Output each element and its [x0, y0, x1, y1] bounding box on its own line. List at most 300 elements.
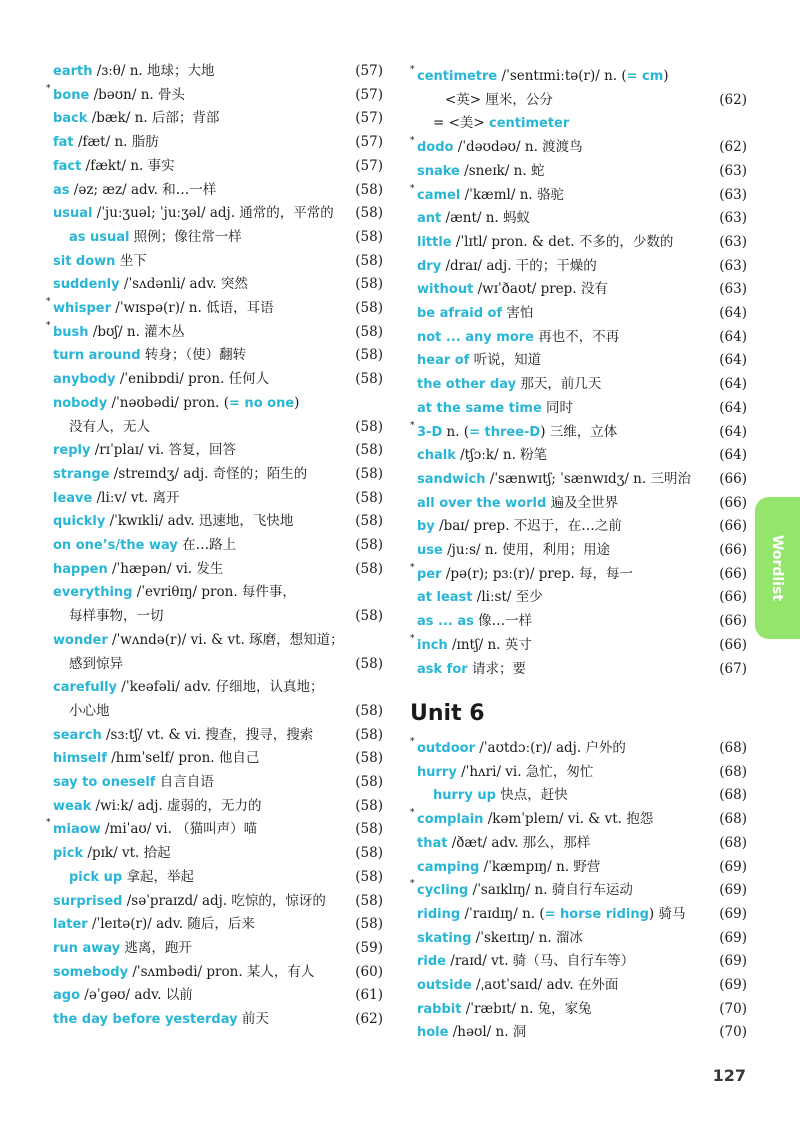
word-entry [53, 983, 383, 1007]
definition: /ˈræbɪt/ n. 兔，家兔 [461, 1000, 592, 1017]
entry-text [410, 135, 583, 160]
entry-text [53, 367, 269, 392]
definition: /ˈaʊtdɔː(r)/ adj. 户外的 [474, 740, 626, 756]
page-ref: (68) [719, 787, 747, 804]
headword: dry [417, 258, 442, 274]
definition: 那天，前几天 [516, 376, 602, 393]
headword: on one’s/the way [53, 538, 178, 553]
word-entry [53, 486, 383, 510]
definition: /tʃɔːk/ n. 粉笔 [455, 447, 548, 464]
page-ref: (66) [719, 636, 747, 653]
page-ref: (66) [719, 589, 747, 606]
headword: reply [53, 443, 91, 459]
entry-text [53, 557, 223, 582]
entry-text [53, 675, 323, 700]
definition: /ˈsentɪmiːtə(r)/ n. ( [497, 68, 627, 84]
definition: /bəʊn/ n. 骨头 [89, 86, 185, 103]
star-marker: * [46, 320, 51, 331]
definition: /ˈnəʊbədi/ pron. ( [107, 394, 230, 411]
page-ref: (58) [355, 821, 383, 838]
headword: run away [53, 940, 121, 956]
word-entry [417, 514, 747, 538]
word-entry [53, 462, 383, 486]
page-ref: (58) [355, 726, 383, 743]
entry-text [53, 272, 248, 297]
definition: 感到惊异 [69, 655, 123, 672]
page-ref: (64) [719, 352, 747, 369]
entry-text [69, 865, 194, 890]
star-marker: * [410, 879, 415, 890]
entry-text [53, 580, 296, 605]
word-entry [53, 391, 383, 415]
headword: quickly [53, 514, 106, 530]
headword: fat [53, 135, 74, 151]
entry-text [69, 652, 123, 676]
definition: /streɪndʒ/ adj. 奇怪的；陌生的 [109, 465, 308, 482]
definition: /ˈevriθɪŋ/ pron. 每件事， [132, 584, 296, 601]
headword: outdoor [417, 741, 475, 756]
page-ref: (64) [719, 447, 747, 464]
headword-alt: centimeter [489, 116, 570, 132]
entry-text [417, 206, 530, 231]
headword: sit down [53, 253, 116, 269]
page-ref: (58) [355, 465, 383, 482]
word-entry [53, 770, 383, 794]
definition-tail: ) 骑马 [648, 905, 686, 922]
page-ref: (64) [719, 328, 747, 345]
entry-text [417, 514, 622, 539]
word-entry [53, 699, 383, 723]
headword: riding [417, 906, 461, 922]
unit-heading: Unit 6 [410, 701, 485, 726]
definition: /fækt/ n. 事实 [81, 157, 175, 174]
definition: /həʊl/ n. 洞 [448, 1024, 527, 1041]
definition: n. ( [442, 423, 470, 440]
entry-text [53, 912, 255, 937]
word-entry [417, 609, 747, 633]
definition: 请求；要 [467, 660, 526, 677]
headword: chalk [417, 448, 456, 464]
page-ref: (58) [355, 347, 383, 364]
headword: whisper [53, 301, 111, 316]
headword: carefully [53, 680, 118, 696]
headword: rabbit [417, 1001, 462, 1017]
page-ref: (64) [719, 423, 747, 440]
headword: leave [53, 490, 93, 506]
entry-text [53, 201, 334, 226]
definition: /pə(r); pɜː(r)/ prep. 每，每一 [441, 565, 634, 582]
definition: /ˈkæml/ n. 骆驼 [460, 186, 564, 203]
word-entry [53, 746, 383, 770]
entry-text [410, 64, 669, 89]
word-entry [53, 841, 383, 865]
definition: /ɪntʃ/ n. 英寸 [447, 636, 532, 653]
word-entry [417, 902, 747, 926]
headword: back [53, 111, 88, 127]
page-ref: (58) [355, 181, 383, 198]
definition: 在…路上 [177, 537, 237, 553]
entry-text [46, 83, 185, 108]
word-entry [417, 159, 747, 183]
entry-text [445, 88, 553, 112]
word-entry [53, 628, 383, 652]
definition: 遍及全世界 [546, 494, 619, 511]
definition: 每样事物，一切 [69, 608, 164, 625]
headword: hurry [417, 764, 457, 780]
definition: /miˈaʊ/ vi. （猫叫声）喵 [100, 821, 258, 838]
headword-alt: = no one [229, 395, 295, 411]
definition: 同时 [541, 399, 574, 416]
definition: /sneɪk/ n. 蛇 [459, 162, 545, 179]
headword: that [417, 835, 448, 851]
definition: /fæt/ n. 脂肪 [73, 134, 159, 151]
definition: 前天 [237, 1011, 269, 1027]
word-entry [410, 736, 747, 760]
page-ref: (69) [719, 882, 747, 899]
word-entry [53, 201, 383, 225]
definition-tail: ) [294, 394, 300, 411]
page-ref: (64) [719, 376, 747, 393]
page-ref: (66) [719, 494, 747, 511]
entry-text [410, 420, 618, 445]
definition: /ˈsʌdənli/ adv. 突然 [119, 276, 248, 293]
word-entry [53, 178, 383, 202]
page-ref: (58) [355, 442, 383, 459]
entry-text [46, 320, 185, 345]
page-ref: (58) [355, 868, 383, 885]
headword: little [417, 234, 452, 250]
entry-text [53, 343, 246, 368]
definition: /ˈkwɪkli/ adv. 迅速地，飞快地 [105, 513, 294, 530]
definition: /draɪ/ adj. 干的；干燥的 [441, 257, 597, 274]
page-ref: (58) [355, 228, 383, 245]
definition: /kəmˈpleɪn/ vi. & vt. 抱怨 [483, 811, 654, 828]
word-entry [417, 88, 747, 112]
headword: the other day [417, 377, 517, 393]
word-entry [417, 760, 747, 784]
page-ref: (64) [719, 399, 747, 416]
definition: /ˈsaɪklɪŋ/ n. 骑自行车运动 [468, 882, 633, 899]
word-entry [417, 997, 747, 1021]
word-entry [53, 1007, 383, 1031]
definition: /sɜːtʃ/ vt. & vi. 搜查，搜寻，搜索 [101, 726, 314, 743]
entry-text [69, 699, 110, 723]
star-marker: * [46, 297, 51, 307]
headword: hurry up [433, 788, 496, 804]
star-marker: * [410, 420, 415, 431]
word-entry [417, 301, 747, 325]
entry-text [53, 178, 216, 203]
page-ref: (58) [355, 205, 383, 222]
headword: fact [53, 158, 82, 174]
entry-text [417, 277, 608, 302]
definition: /ˈraɪdɪŋ/ n. ( [460, 905, 545, 922]
headword: outside [417, 978, 472, 993]
definition-tail: ) 三维，立体 [540, 423, 618, 440]
word-entry [417, 657, 747, 681]
word-entry [53, 865, 383, 889]
side-tab-label: Wordlist [769, 534, 785, 602]
definition: 快点，赶快 [495, 787, 568, 804]
page-ref: (62) [355, 1011, 383, 1027]
word-entry [417, 973, 747, 997]
word-entry [53, 272, 383, 296]
definition: /əˈgəʊ/ adv. 以前 [80, 987, 193, 1004]
definition: /ˈleɪtə(r)/ adv. 随后，后来 [87, 916, 255, 933]
headword: as [53, 182, 70, 198]
headword: all over the world [417, 495, 547, 511]
word-entry [53, 580, 383, 604]
entry-text [433, 111, 569, 136]
entry-text [46, 296, 274, 321]
word-entry [46, 817, 383, 841]
word-entry [410, 420, 747, 444]
definition: /hɪmˈself/ pron. 他自己 [106, 750, 260, 767]
entry-text [53, 59, 215, 84]
word-entry [410, 878, 747, 902]
headword: as ... as [417, 614, 474, 630]
definition: = <美> [433, 115, 490, 132]
definition: /liːv/ vt. 离开 [92, 489, 180, 506]
star-marker: * [410, 808, 415, 819]
page-ref: (58) [355, 797, 383, 814]
page-ref: (58) [355, 300, 383, 316]
entry-text [53, 746, 259, 771]
entry-text [53, 154, 175, 179]
definition: /wiːk/ adj. 虚弱的，无力的 [91, 797, 262, 814]
word-entry [417, 467, 747, 491]
entry-text [53, 1007, 269, 1032]
entry-text [53, 841, 171, 866]
word-entry [53, 249, 383, 273]
entry-text [417, 760, 593, 785]
definition: 转身；（使）翻转 [140, 347, 247, 364]
word-entry [417, 372, 747, 396]
definition: /ænt/ n. 蚂蚁 [441, 210, 531, 227]
page-ref: (58) [355, 916, 383, 933]
word-entry [53, 652, 383, 676]
entry-text [69, 604, 164, 628]
page-ref: (61) [355, 987, 383, 1004]
word-entry [53, 936, 383, 960]
word-entry [417, 325, 747, 349]
word-entry [53, 59, 383, 83]
word-entry [53, 154, 383, 178]
entry-text [417, 902, 685, 927]
page-ref: (64) [719, 305, 747, 321]
entry-text [417, 997, 592, 1022]
headword: cycling [417, 883, 469, 899]
headword: sandwich [417, 471, 486, 487]
page-ref: (58) [355, 608, 383, 625]
headword: bush [53, 324, 89, 340]
headword: bone [53, 87, 90, 103]
word-entry [53, 415, 383, 439]
definition: 再也不，不再 [534, 328, 620, 345]
word-entry [46, 83, 383, 107]
page-ref: (66) [719, 470, 747, 487]
definition: /ˈwɪspə(r)/ n. 低语，耳语 [111, 300, 274, 316]
entry-text [417, 254, 597, 279]
page-ref: (58) [355, 655, 383, 672]
entry-text [53, 889, 326, 914]
entry-text [417, 831, 590, 856]
headword: camping [417, 859, 480, 875]
entry-text [417, 372, 601, 397]
page-ref: (68) [719, 811, 747, 828]
definition: /raɪd/ vt. 骑（马、自行车等） [446, 953, 635, 970]
entry-text [417, 230, 673, 255]
entry-text [417, 491, 618, 516]
page-ref: (58) [355, 323, 383, 340]
headword: inch [417, 637, 448, 653]
page-ref: (70) [719, 1000, 747, 1017]
definition: /səˈpraɪzd/ adj. 吃惊的，惊讶的 [122, 892, 326, 909]
word-entry [46, 320, 383, 344]
page-ref: (66) [719, 565, 747, 582]
word-entry [417, 831, 747, 855]
page-ref: (62) [719, 91, 747, 108]
headword: happen [53, 561, 108, 577]
definition: 照例；像往常一样 [129, 228, 242, 245]
word-entry [417, 783, 747, 807]
page-ref: (66) [719, 613, 747, 630]
entry-text [53, 486, 179, 511]
word-entry [53, 130, 383, 154]
page-ref: (63) [719, 162, 747, 179]
entry-text [53, 509, 293, 534]
definition-tail: ) [663, 68, 669, 84]
page-ref: (69) [719, 929, 747, 946]
headword: weak [53, 798, 92, 814]
definition: 拿起，举起 [122, 868, 194, 885]
page-ref: (59) [355, 939, 383, 956]
headword: nobody [53, 395, 108, 411]
entry-text [417, 325, 619, 350]
definition: /ˈsænwɪtʃ; ˈsænwɪdʒ/ n. 三明治 [485, 470, 691, 487]
entry-text [417, 467, 691, 492]
page-ref: (69) [719, 953, 747, 970]
entry-text [417, 159, 544, 184]
page-ref: (58) [355, 489, 383, 506]
headword: hole [417, 1025, 449, 1041]
entry-text [417, 926, 583, 951]
headword: usual [53, 206, 93, 222]
headword: ant [417, 211, 442, 227]
page-ref: (58) [355, 252, 383, 269]
word-entry [417, 538, 747, 562]
page-ref: (58) [355, 750, 383, 767]
definition: 害怕 [502, 305, 534, 321]
entry-text [417, 609, 532, 634]
headword: pick up [69, 869, 123, 885]
page-ref: (58) [355, 418, 383, 435]
definition: 像…一样 [473, 613, 533, 630]
entry-text [53, 438, 236, 463]
definition: /liːst/ 至少 [472, 589, 543, 606]
word-entry [410, 633, 747, 657]
entry-text [417, 657, 526, 682]
word-entry [53, 912, 383, 936]
page-ref: (58) [355, 702, 383, 719]
star-marker: * [410, 65, 415, 75]
word-entry [53, 438, 383, 462]
headword: 3-D [417, 424, 443, 440]
word-entry [417, 926, 747, 950]
definition: /juːs/ n. 使用，利用；用途 [442, 542, 611, 558]
entry-text [410, 183, 564, 208]
definition: 小心地 [69, 702, 110, 719]
word-entry [410, 183, 747, 207]
headword: centimetre [417, 69, 498, 84]
headword: without [417, 282, 474, 298]
word-entry [417, 111, 747, 135]
definition: 坐下 [115, 252, 147, 269]
definition: /ˌaʊtˈsaɪd/ adv. 在外面 [471, 977, 619, 993]
entry-text [417, 973, 618, 998]
word-entry [417, 585, 747, 609]
page-ref: (63) [719, 186, 747, 203]
entry-text [417, 855, 600, 880]
entry-text [53, 723, 313, 748]
entry-text [69, 415, 150, 439]
word-entry [410, 562, 747, 586]
star-marker: * [410, 737, 415, 747]
page-ref: (58) [355, 371, 383, 388]
headword: hear of [417, 353, 470, 369]
word-entry [53, 225, 383, 249]
entry-text [417, 348, 541, 373]
headword: ago [53, 988, 81, 1004]
definition: /ˈdəʊdəʊ/ n. 渡渡鸟 [453, 139, 583, 156]
headword: skating [417, 930, 472, 946]
definition: /baɪ/ prep. 不迟于，在…之前 [434, 518, 622, 535]
entry-text [417, 301, 533, 326]
headword: complain [417, 812, 484, 828]
headword: search [53, 727, 102, 743]
definition: /ˈkæmpɪŋ/ n. 野营 [479, 858, 601, 875]
headword: by [417, 519, 435, 535]
definition: /ˈhæpən/ vi. 发生 [107, 560, 224, 577]
word-entry [53, 367, 383, 391]
star-marker: * [410, 136, 415, 147]
entry-text [410, 736, 626, 761]
page-ref: (58) [355, 513, 383, 530]
definition: /ˈhʌri/ vi. 急忙，匆忙 [456, 763, 594, 780]
star-marker: * [46, 818, 51, 829]
definition: 逃离，跑开 [120, 939, 192, 956]
page-ref: (57) [355, 157, 383, 174]
headword: camel [417, 187, 461, 203]
page-ref: (63) [719, 233, 747, 250]
entry-text [46, 817, 258, 842]
star-marker: * [46, 83, 51, 94]
entry-text [53, 533, 236, 558]
page-ref: (57) [355, 63, 383, 79]
page-ref: (69) [719, 858, 747, 875]
entry-text [417, 949, 634, 974]
star-marker: * [410, 562, 415, 573]
entry-text [53, 249, 147, 274]
entry-text [53, 628, 344, 653]
word-entry [53, 723, 383, 747]
word-entry [410, 64, 747, 88]
headword: wonder [53, 632, 108, 648]
word-entry [53, 557, 383, 581]
headword: at least [417, 590, 473, 606]
page-ref: (57) [355, 110, 383, 127]
headword: anybody [53, 372, 116, 388]
